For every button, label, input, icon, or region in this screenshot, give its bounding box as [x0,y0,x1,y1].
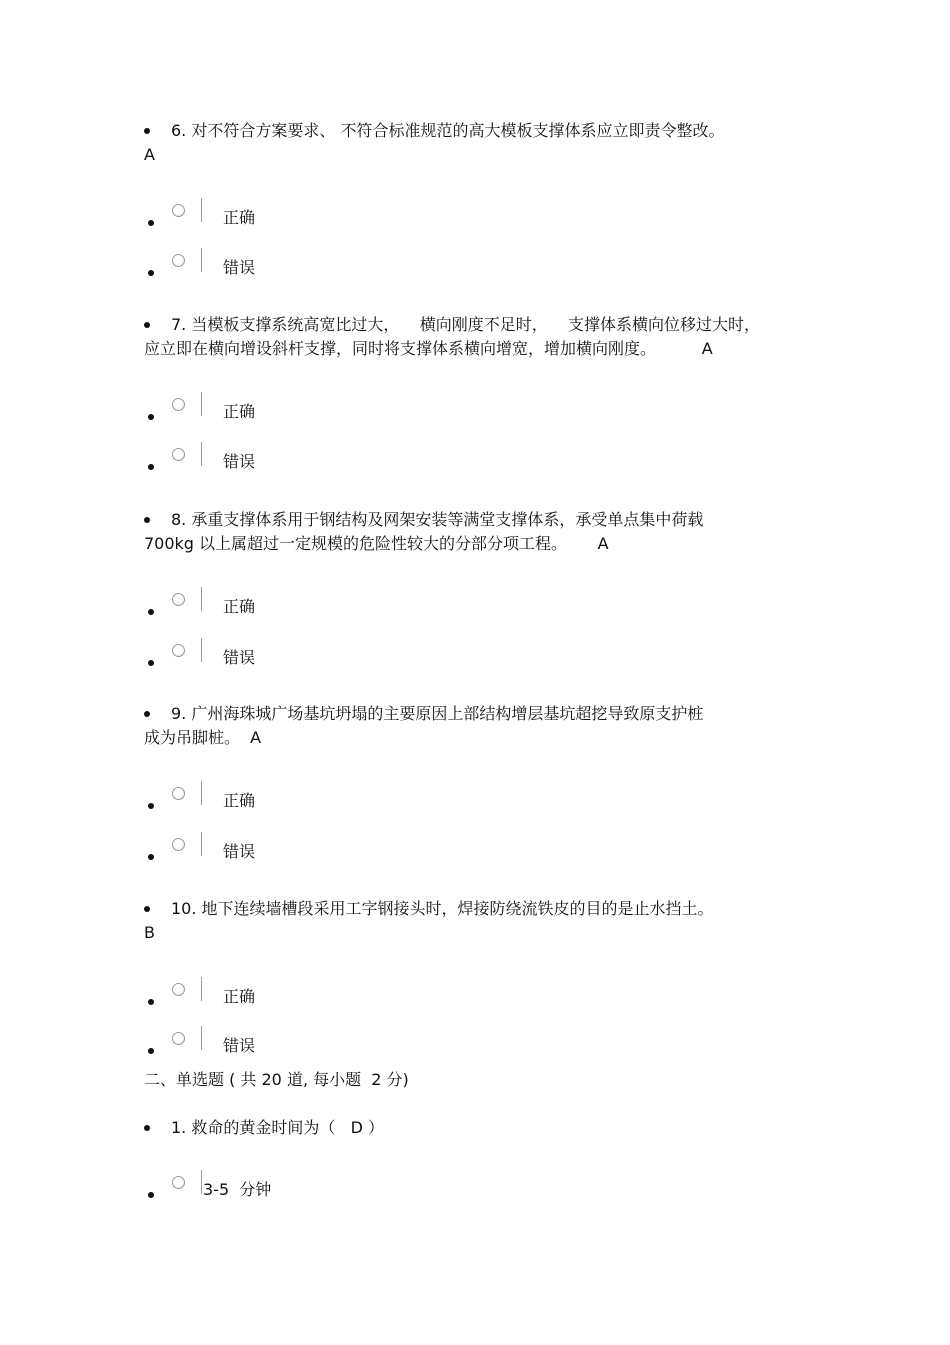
question-text-cont: 成为吊脚桩。 A [144,728,262,747]
bullet [144,711,150,717]
option-label: 正确 [223,402,256,421]
option-label: 错误 [223,1036,256,1055]
question-7 [144,313,804,361]
bullet [144,906,150,912]
question-6 [144,119,804,167]
option-false[interactable] [144,1032,444,1058]
option-false[interactable] [144,254,444,280]
divider [201,442,202,466]
bullet [144,322,150,328]
option-true[interactable] [144,204,444,230]
question-9 [144,702,804,750]
bullet [148,270,154,276]
radio-button[interactable] [172,838,185,851]
radio-button[interactable] [172,398,185,411]
option-true[interactable] [144,983,444,1009]
question-10 [144,897,804,945]
question-text: 1. 救命的黄金时间为（ D ） [171,1118,385,1137]
bullet [148,854,154,860]
bullet [144,517,150,523]
question-text: 6. 对不符合方案要求、 不符合标准规范的高大模板支撑体系应立即责令整改。 [171,121,725,140]
bullet [148,464,154,470]
divider [201,587,202,611]
option-label: 正确 [223,987,256,1006]
option-label: 正确 [223,597,256,616]
radio-button[interactable] [172,787,185,800]
option-a[interactable] [144,1176,444,1202]
bullet [148,803,154,809]
option-label: 错误 [223,258,256,277]
radio-button[interactable] [172,983,185,996]
divider [201,977,202,1001]
bullet [148,660,154,666]
option-label: 正确 [223,791,256,810]
radio-button[interactable] [172,644,185,657]
bullet [144,1125,150,1131]
option-true[interactable] [144,398,444,424]
bullet [148,1048,154,1054]
question-8 [144,508,804,556]
answer-key: A [144,145,155,164]
section-title: 二、单选题 ( 共 20 道, 每小题 2 分) [144,1070,409,1089]
option-true[interactable] [144,787,444,813]
question-text: 7. 当模板支撑系统高宽比过大， 横向刚度不足时， 支撑体系横向位移过大时， [171,315,761,334]
radio-button[interactable] [172,254,185,267]
divider [201,392,202,416]
question-text: 10. 地下连续墙槽段采用工字钢接头时，焊接防绕流铁皮的目的是止水挡土。 [171,899,714,918]
option-label: 错误 [223,648,256,667]
bullet [148,414,154,420]
option-true[interactable] [144,593,444,619]
option-label: 3-5 分钟 [203,1180,272,1199]
bullet [148,220,154,226]
question-text-cont: 700kg 以上属超过一定规模的危险性较大的分部分项工程。 A [144,534,609,553]
answer-key: B [144,923,155,942]
divider [201,198,202,222]
bullet [148,609,154,615]
bullet [148,999,154,1005]
option-label: 正确 [223,208,256,227]
divider [201,832,202,856]
question-text: 9. 广州海珠城广场基坑坍塌的主要原因上部结构增层基坑超挖导致原支护桩 [171,704,704,723]
radio-button[interactable] [172,593,185,606]
single-choice-question-1 [144,1116,804,1140]
divider [201,1026,202,1050]
divider [201,1170,202,1194]
bullet [144,128,150,134]
option-false[interactable] [144,448,444,474]
divider [201,638,202,662]
divider [201,781,202,805]
question-text: 8. 承重支撑体系用于钢结构及网架安装等满堂支撑体系，承受单点集中荷载 [171,510,704,529]
radio-button[interactable] [172,1032,185,1045]
radio-button[interactable] [172,204,185,217]
radio-button[interactable] [172,448,185,461]
radio-button[interactable] [172,1176,185,1189]
option-false[interactable] [144,644,444,670]
option-false[interactable] [144,838,444,864]
divider [201,248,202,272]
option-label: 错误 [223,842,256,861]
question-text-cont: 应立即在横向增设斜杆支撑，同时将支撑体系横向增宽，增加横向刚度。 A [144,339,713,358]
option-label: 错误 [223,452,256,471]
bullet [148,1192,154,1198]
